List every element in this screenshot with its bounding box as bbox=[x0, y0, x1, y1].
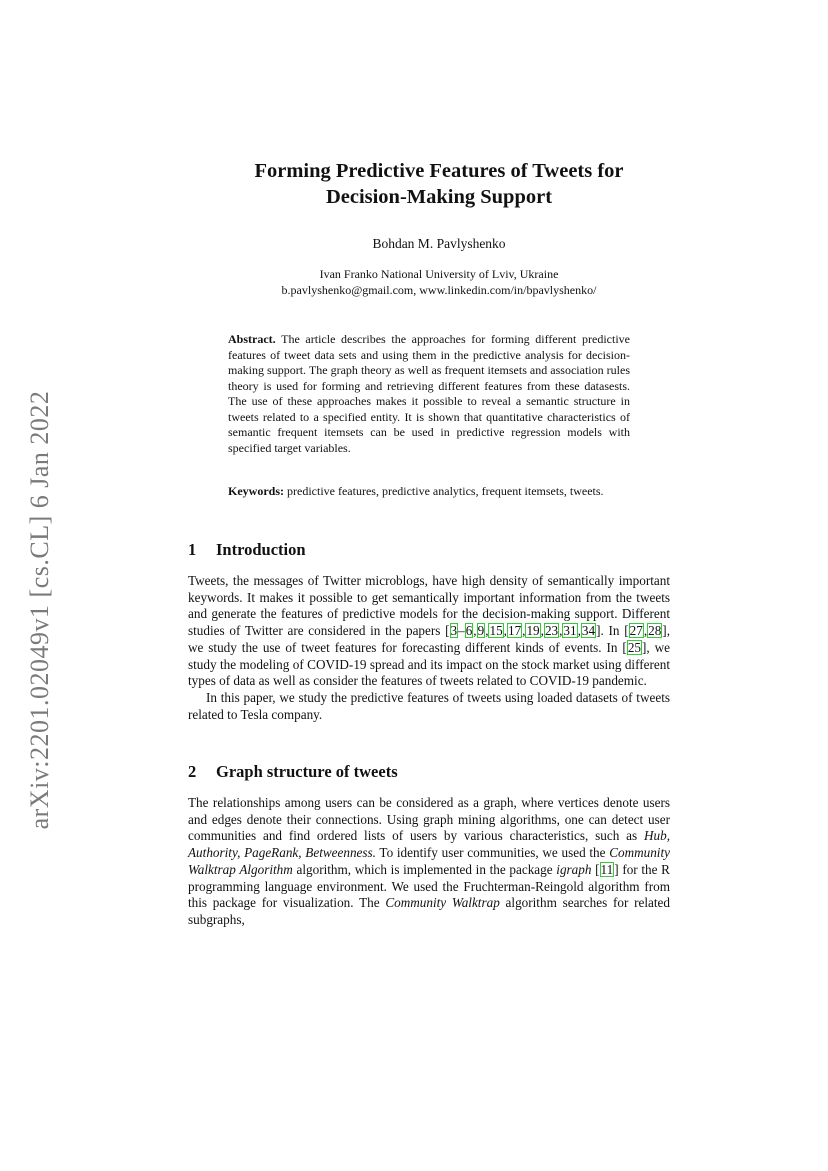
abstract-text: The article describes the approaches for forming different predictive features of tweet data sets and using them in the predictive analysis for decision-making support. The graph theory as well as frequent itemsets and association rules theory is used for forming and retrieving different features from these datasests. The use of these approaches makes it possible to reveal a semantic structure in tweets related to a specified entity. It is shown that quantitative characteristics of semantic frequent itemsets can be used in predictive regression models with specified target variables. bbox=[228, 332, 630, 455]
graph-measures-italic: Hub, Authority, PageRank, Betweenness. bbox=[188, 828, 670, 861]
citation-range-dash: – bbox=[458, 623, 465, 639]
graph-text-6: algorithm searches for related subgraphs, bbox=[188, 895, 671, 927]
title-line-2: Decision-Making Support bbox=[325, 186, 553, 208]
intro-text-b: ]. In [ bbox=[596, 623, 629, 639]
citation-sep: , bbox=[559, 623, 563, 639]
community-walktrap-italic: Community Walktrap bbox=[385, 895, 500, 911]
citation-31[interactable]: 31 bbox=[563, 623, 577, 639]
affiliation-block bbox=[150, 266, 728, 298]
intro-text-c: ], we study the use of tweet features for forecasting different kinds of events. In [ bbox=[188, 623, 670, 655]
citation-25[interactable]: 25 bbox=[627, 639, 641, 655]
intro-paragraph-2: In this paper, we study the predictive features of tweets using loaded datasets of tweets related to Tesla company. bbox=[188, 689, 670, 722]
section-graph-structure bbox=[188, 762, 670, 929]
arxiv-identifier-text: arXiv:2201.02049v1 [cs.CL] 6 Jan 2022 bbox=[25, 390, 54, 830]
arxiv-identifier bbox=[20, 375, 60, 845]
citation-15[interactable]: 15 bbox=[489, 623, 503, 639]
graph-paragraph-1 bbox=[188, 795, 670, 929]
section-2-heading bbox=[188, 762, 670, 782]
affiliation: Ivan Franko National University of Lviv, Ukraine bbox=[319, 267, 559, 281]
citation-3[interactable]: 3 bbox=[450, 623, 458, 639]
citation-sep: , bbox=[485, 623, 489, 639]
graph-text-1: The relationships among users can be considered as a graph, where vertices denote users and edges denote their connections. Using graph mining algorithms, one can detect user communities and find ordered lists of users by various characteristics, such as bbox=[188, 795, 670, 844]
citation-sep: , bbox=[522, 623, 526, 639]
paper-title bbox=[150, 158, 728, 210]
section-2-title: Graph structure of tweets bbox=[216, 762, 398, 781]
citation-sep: , bbox=[473, 623, 477, 639]
section-1-heading bbox=[188, 540, 670, 560]
contact-info: b.pavlyshenko@gmail.com, www.linkedin.com/in/bpavlyshenko/ bbox=[281, 283, 597, 297]
intro-text-d: ], we study the modeling of COVID-19 spread and its impact on the stock market using different types of data as well as consider the features of tweets related to COVID-19 pandemic. bbox=[188, 639, 670, 689]
graph-text-5: ] for the R programming language environment. We used the Fruchterman-Reingold algorithm from this package for visualization. The bbox=[188, 861, 670, 911]
section-introduction bbox=[188, 540, 670, 723]
citation-sep: , bbox=[643, 623, 648, 639]
citation-6[interactable]: 6 bbox=[465, 623, 473, 639]
citation-28[interactable]: 28 bbox=[648, 623, 662, 639]
section-1-title: Introduction bbox=[216, 540, 306, 559]
title-line-1: Forming Predictive Features of Tweets for bbox=[254, 160, 624, 182]
citation-23[interactable]: 23 bbox=[544, 623, 559, 639]
citation-sep: , bbox=[540, 623, 544, 639]
graph-text-2: To identify user communities, we used the bbox=[375, 845, 610, 861]
intro-paragraph-1 bbox=[188, 573, 670, 690]
citation-34[interactable]: 34 bbox=[581, 623, 596, 639]
author-name: Bohdan M. Pavlyshenko bbox=[372, 236, 506, 251]
citation-17[interactable]: 17 bbox=[507, 623, 522, 639]
keywords bbox=[228, 484, 630, 500]
citation-27[interactable]: 27 bbox=[629, 623, 643, 639]
community-walktrap-algorithm-italic: Community Walktrap Algorithm bbox=[188, 845, 670, 877]
graph-text-4: [ bbox=[591, 861, 600, 877]
abstract-label: Abstract. bbox=[228, 332, 276, 346]
intro-text-a: Tweets, the messages of Twitter microblogs, have high density of semantically important keywords. It makes it possible to get semantically important information from the tweets and generate the features of predictive models for the decision-making support. Different studies of Twitter are considered in the papers [ bbox=[188, 573, 670, 639]
keywords-label: Keywords: bbox=[228, 484, 284, 498]
abstract bbox=[228, 332, 630, 456]
citation-9[interactable]: 9 bbox=[477, 623, 485, 639]
graph-text-3: algorithm, which is implemented in the package bbox=[292, 861, 557, 877]
keywords-text: predictive features, predictive analytics, frequent itemsets, tweets. bbox=[287, 484, 604, 498]
section-2-number: 2 bbox=[188, 762, 197, 781]
citation-sep: , bbox=[577, 623, 581, 639]
citation-sep: , bbox=[503, 623, 507, 639]
citation-11[interactable]: 11 bbox=[600, 861, 614, 877]
section-1-number: 1 bbox=[188, 540, 197, 559]
citation-19[interactable]: 19 bbox=[526, 623, 540, 639]
igraph-italic: igraph bbox=[556, 861, 592, 877]
